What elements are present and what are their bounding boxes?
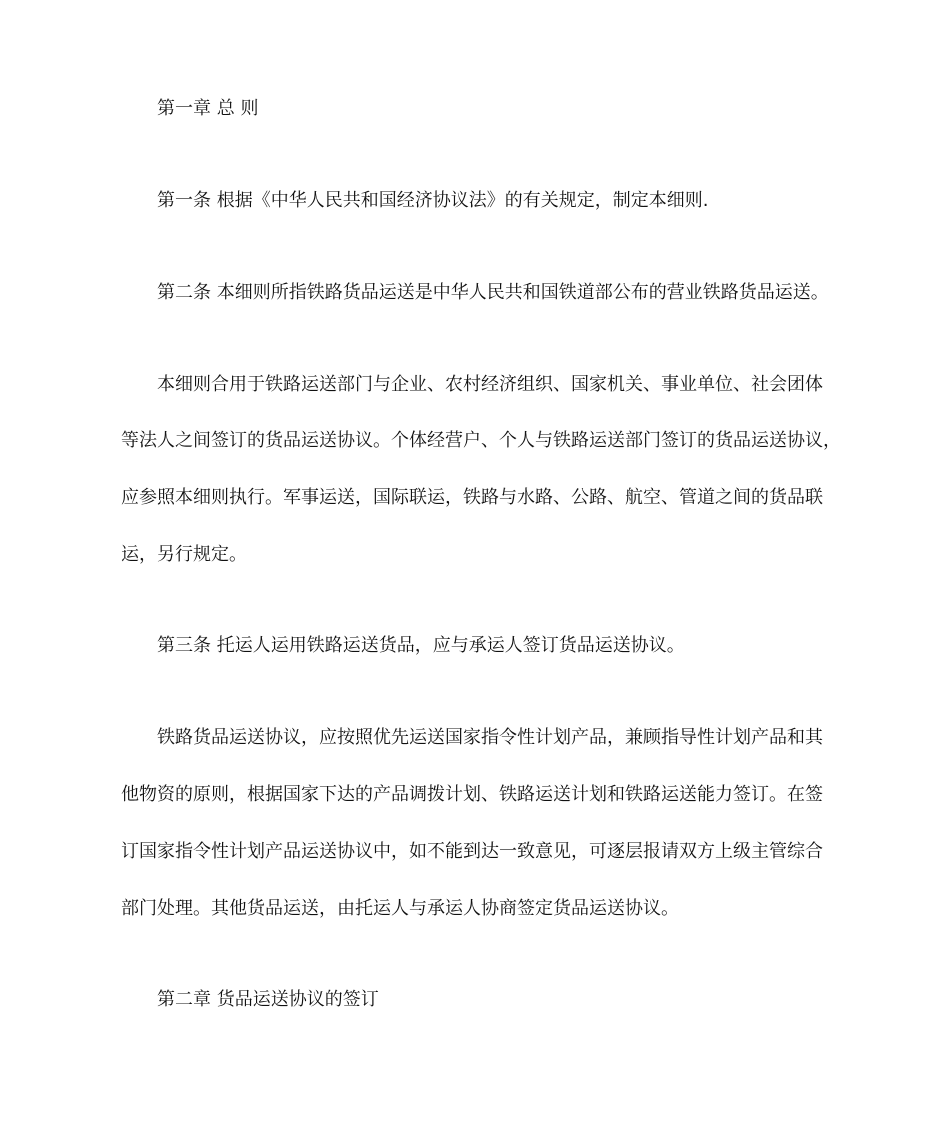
paragraph-2-line-3: 订国家指令性计划产品运送协议中，如不能到达一致意见，可逐层报请双方上级主管综合 xyxy=(121,841,823,862)
chapter-2-heading: 第二章 货品运送协议的签订 xyxy=(157,989,379,1010)
article-2: 第二条 本细则所指铁路货品运送是中华人民共和国铁道部公布的营业铁路货品运送。 xyxy=(157,282,829,303)
article-1: 第一条 根据《中华人民共和国经济协议法》的有关规定，制定本细则. xyxy=(157,190,709,211)
paragraph-2-line-2: 他物资的原则，根据国家下达的产品调拨计划、铁路运送计划和铁路运送能力签订。在签 xyxy=(121,784,823,805)
chapter-1-heading: 第一章 总 则 xyxy=(157,98,259,119)
article-3: 第三条 托运人运用铁路运送货品，应与承运人签订货品运送协议。 xyxy=(157,635,685,656)
paragraph-1-line-4: 运，另行规定。 xyxy=(121,544,247,565)
paragraph-2-line-4: 部门处理。其他货品运送，由托运人与承运人协商签定货品运送协议。 xyxy=(121,898,679,919)
paragraph-1-line-2: 等法人之间签订的货品运送协议。个体经营户、个人与铁路运送部门签订的货品运送协议， xyxy=(121,430,841,451)
paragraph-2-line-1: 铁路货品运送协议，应按照优先运送国家指令性计划产品，兼顾指导性计划产品和其 xyxy=(157,727,823,748)
paragraph-1-line-1: 本细则合用于铁路运送部门与企业、农村经济组织、国家机关、事业单位、社会团体 xyxy=(157,374,823,395)
paragraph-1-line-3: 应参照本细则执行。军事运送，国际联运，铁路与水路、公路、航空、管道之间的货品联 xyxy=(121,487,823,508)
